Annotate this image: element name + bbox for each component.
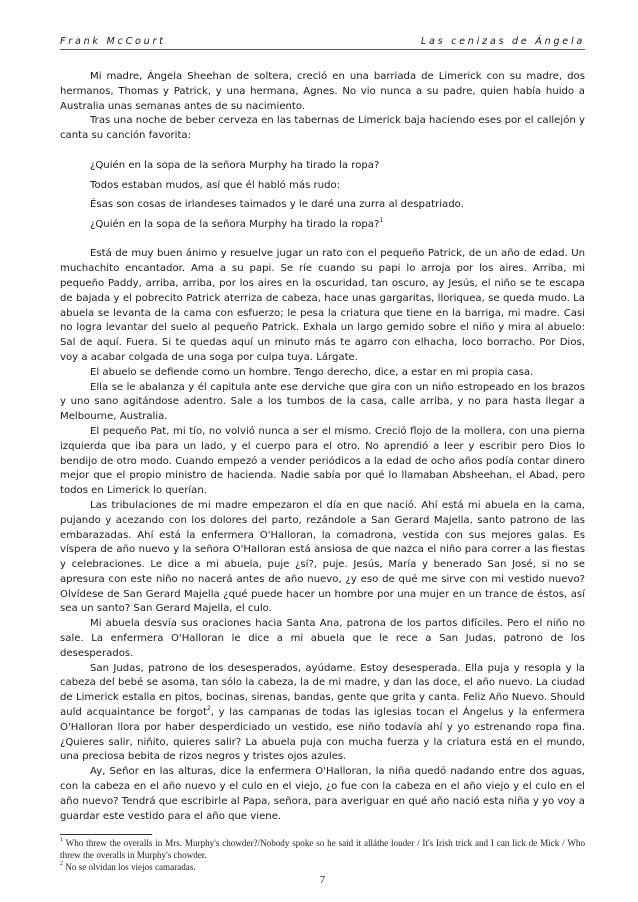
paragraph: El abuelo se defiende como un hombre. Tengo derecho, dice, a estar en mi propia casa. [90,366,534,378]
verse-line: Todos estaban mudos, así que él habló más rudo: [90,179,341,191]
running-header [60,36,585,50]
footnote-number: 2 [60,860,63,867]
footnote-number: 1 [60,837,63,844]
song-verses [60,156,585,234]
footnote-text: Who threw the overalls in Mrs. Murphy's chowder?/Nobody spoke so he said it alláthe louder / It's Irish trick and I can lick de Mick / Who threw the overalls in Murphy's chowder. [60,838,585,861]
paragraph [60,662,585,766]
header-title: Las cenizas de Ángela [420,36,585,47]
footnotes [60,838,585,873]
verse-line [60,215,585,235]
paragraph: Ay, Señor en las alturas, dice la enfermera O'Halloran, la niña quedó nadando entre dos aguas, con la cabeza en el año nuevo y el culo en el viejo, ¿o fue con la cabeza en el año viejo y el culo en el año nuevo? Tendrá que escribirle al Papa, señora, para averiguar en qué año nació esta niña y yo voy a guardar este vestido para el año que viene. [60,766,585,822]
paragraph: Mi madre, Ángela Sheehan de soltera, creció en una barriada de Limerick con su madre, dos hermanos, Thomas y Patrick, y una hermana, Agnes. No vio nunca a su padre, quien había huido a Australia unas semanas antes de su nacimiento. [60,71,585,112]
footnote [60,838,585,861]
body-text [60,70,585,824]
footnote-text: No se olvidan los viejos camaradas. [63,861,196,872]
verse-line: Ésas son cosas de irlandeses taimados y le daré una zurra al despatriado. [90,199,464,211]
paragraph: Mi abuela desvía sus oraciones hacia Santa Ana, patrona de los partos difíciles. Pero el niño no sale. La enfermera O'Halloran le dice a mi abuela que le rece a San Judas, patrono de los desesperados. [60,618,585,659]
paragraph: Las tribulaciones de mi madre empezaron el día en que nació. Ahí está mi abuela en la cama, pujando y acezando con los dolores del parto, rezándole a San Gerard Majella, santo patrono de las embarazadas. Ahí está la enfermera O'Halloran, la comadrona, vestida con sus mejores galas. Es víspera de año nuevo y la señora O'Halloran está ansiosa de que nazca el niño para correr a las fiestas y celebraciones. Le dice a mi abuela, puje ¿sí?, puje. Jesús, María y benerado San José, si no se apresura con este niño no nacerá antes de año nuevo, ¿y eso de qué me sirve con mi vestido nuevo? Olvídese de San Gerard Majella ¿qué puede hacer un hombre por una mujer en un trance de éstos, así sea un santo? San Gerard Majella, el culo. [60,499,585,615]
footnote-marker: 2 [206,705,211,713]
paragraph: Tras una noche de beber cerveza en las tabernas de Limerick baja haciendo eses por el callejón y canta su canción favorita: [60,115,585,142]
verse-line-text: ¿Quién en la sopa de la señora Murphy ha tirado la ropa? [90,218,380,230]
footnote-marker: 1 [379,216,384,224]
document-page [60,36,585,887]
verse-line: ¿Quién en la sopa de la señora Murphy ha tirado la ropa? [90,159,380,171]
paragraph: Ella se le abalanza y él capitula ante ese derviche que gira con un niño estropeado en los brazos y uno sano agitándose adentro. Sale a los tumbos de la casa, calle arriba, y no para hasta llegar a Melbourne, Australia. [60,381,585,423]
footnote [60,862,585,874]
paragraph: Está de muy buen ánimo y resuelve jugar un rato con el pequeño Patrick, de un año de edad. Un muchachito encantador. Ama a su papi. Se ríe cuando su papi lo arroja por los aires. Arriba, mi pequeño Paddy, arriba, arriba, por los aires en la oscuridad, tan oscuro, ay Jesús, el niño se te escapa de bajada y el pobrecito Patrick aterriza de cabeza, hace unas gargaritas, lloriquea, se queda mudo. La abuela se levanta de la cama con esfuerzo; le pesa la criatura que tiene en la barriga, mi madre. Casi no logra levantar del suelo al pequeño Patrick. Exhala un largo gemido sobre el niño y mira al abuelo: Sal de aquí. Fuera. Si te quedas aquí un minuto más te agarro con elhacha, loco borracho. Por Dios, voy a acabar colgada de una soga por culpa tuya. Lárgate. [60,248,585,363]
page-number: 7 [319,875,326,887]
paragraph-text: San Judas, patrono de los desesperados, ayúdame. Estoy desesperada. Ella puja y resopla y la cabeza del bebé se asoma, tan sólo la cabeza, la de mi madre, y dan las doce, el año nuevo. La ciudad de Limerick estalla en pitos, bocinas, sirenas, bandas, gente que grita y canta. Feliz Año Nuevo. Should auld acquaintance be forgot [60,662,585,719]
paragraph: El pequeño Pat, mi tío, no volvió nunca a ser el mismo. Creció flojo de la mollera, con una pierna izquierda que iba para un lado, y el cuerpo para el otro. No aprendió a leer y escribir pero Dios lo bendijo de otro modo. Cuando empezó a vender periódicos a la edad de ocho años podía contar dinero mejor que el propio ministro de hacienda. Nadie sabía por qué lo llamaban Absheehan, el Abad, pero todos en Limerick lo querían. [60,425,585,497]
paragraph-text: , y las campanas de todas las iglesias tocan el Ángelus y la enfermera O'Halloran llora por haber desperdiciado un vestido, ese niño todavía ahí y yo estrenando ropa fina. ¿Quieres salir, niñito, quieres salir? La abuela puja con mucha fuerza y la criatura está en el mundo, una preciosa bebita de rizos negros y tristes ojos azules. [60,707,585,763]
footnote-divider [60,834,152,835]
header-author: Frank McCourt [60,36,166,47]
